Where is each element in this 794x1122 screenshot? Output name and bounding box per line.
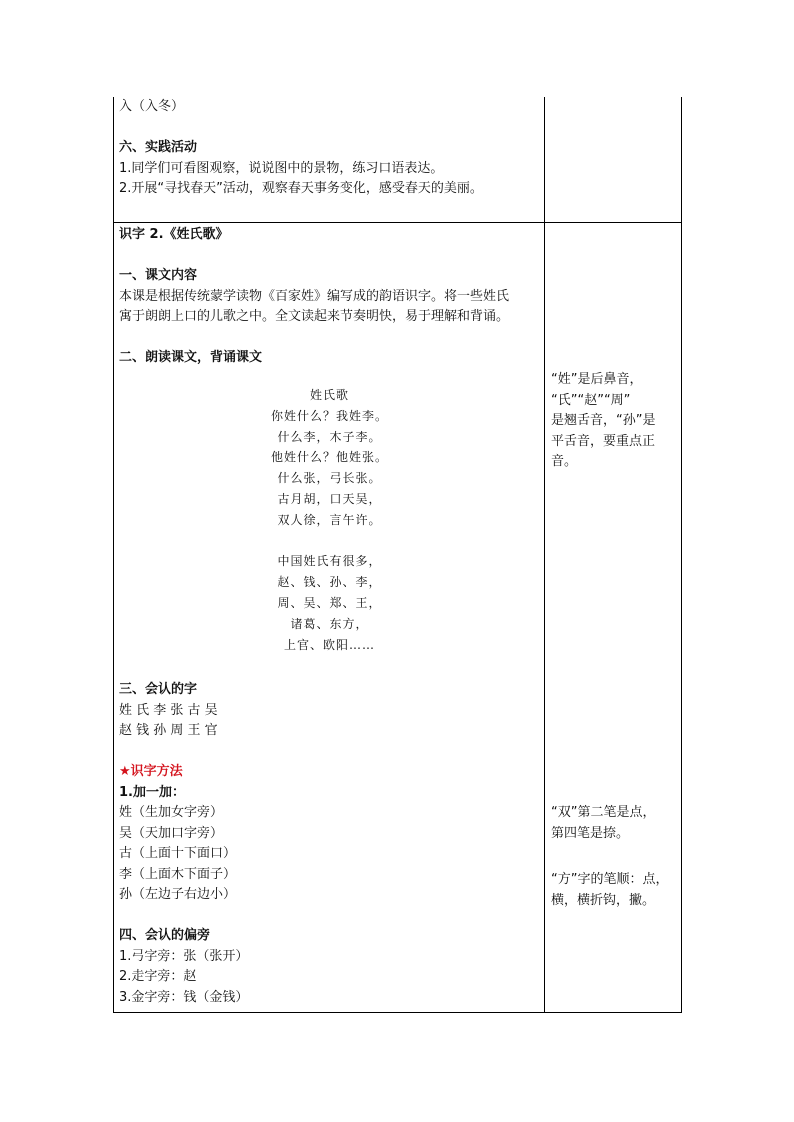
method-item: 姓（生加女字旁） xyxy=(119,805,224,820)
section6-item-1: 1.同学们可看图观察，说说图中的景物，练习口语表达。 xyxy=(119,160,444,176)
section6-item-2: 2.开展“寻找春天”活动，观察春天事务变化，感受春天的美丽。 xyxy=(119,181,483,196)
note-line: “方”字的笔顺：点， xyxy=(551,872,669,887)
row-divider xyxy=(113,222,682,223)
section4-item: 3.金字旁：钱（金钱） xyxy=(119,989,249,1005)
note-line: “氏”“赵”“周” xyxy=(551,392,631,408)
note-stroke-shuang xyxy=(551,803,679,844)
note-line: 平舌音，要重点正 xyxy=(551,433,656,449)
star-icon: ★ xyxy=(119,764,131,779)
poem-title: 姓氏歌 xyxy=(309,388,349,402)
method-item: 古（上面十下面口） xyxy=(119,846,237,861)
section4-title: 四、会认的偏旁 xyxy=(119,928,211,943)
method-title: 识字方法 xyxy=(130,764,183,779)
poem-line: 什么张，弓长张。 xyxy=(277,471,382,486)
poem xyxy=(114,385,545,655)
section1-line-2: 寓于朗朗上口的儿歌之中。全文读起来节奏明快，易于理解和背诵。 xyxy=(119,309,510,324)
row2-content-bottom xyxy=(119,680,248,1008)
method-heading xyxy=(119,762,248,783)
note-line: 第四笔是捺。 xyxy=(551,825,630,841)
row2-content-top xyxy=(119,225,509,369)
poem-line: 中国姓氏有很多， xyxy=(277,554,382,569)
section1-title: 一、课文内容 xyxy=(119,268,198,283)
section4-item: 2.走字旁：赵 xyxy=(119,969,197,984)
row1-content xyxy=(119,97,483,200)
poem-line: 古月胡，口天吴， xyxy=(277,491,382,506)
table-bottom-border xyxy=(113,1012,682,1013)
section6-title: 六、实践活动 xyxy=(119,140,198,155)
note-stroke-fang xyxy=(551,870,679,911)
poem-line: 什么李，木子李。 xyxy=(277,429,382,444)
section3-chars-2: 赵 钱 孙 周 王 官 xyxy=(119,723,218,738)
method-sub: 1.加一加： xyxy=(119,784,185,800)
lesson-title: 识字 2.《姓氏歌》 xyxy=(119,227,229,242)
section1-line-1: 本课是根据传统蒙学读物《百家姓》编写成的韵语识字。将一些姓氏 xyxy=(119,288,510,304)
poem-line: 赵、钱、孙、李， xyxy=(277,575,382,590)
poem-line: 诸葛、东方， xyxy=(290,616,369,631)
section4-item: 1.弓字旁：张（张开） xyxy=(119,948,249,964)
method-item: 吴（天加口字旁） xyxy=(119,825,224,841)
poem-line: 周、吴、郑、王， xyxy=(277,595,382,610)
poem-line: 上官、欧阳…… xyxy=(283,637,375,652)
table-right-border xyxy=(681,97,682,1013)
note-line: 音。 xyxy=(551,454,578,469)
continuation-text: 入（入冬） xyxy=(119,99,185,114)
poem-line: 他姓什么？他姓张。 xyxy=(270,450,388,465)
note-line: 横，横折钩，撇。 xyxy=(551,892,656,908)
section3-title: 三、会认的字 xyxy=(119,682,198,697)
poem-line: 双人徐，言午许。 xyxy=(277,512,382,527)
poem-line: 你姓什么？我姓李。 xyxy=(270,408,388,423)
note-line: “姓”是后鼻音， xyxy=(551,372,643,387)
note-line: 是翘舌音，“孙”是 xyxy=(551,413,656,428)
section3-chars-1: 姓 氏 李 张 古 吴 xyxy=(119,702,218,718)
note-pronunciation xyxy=(551,370,679,473)
method-item: 李（上面木下面子） xyxy=(119,866,237,882)
section2-title: 二、朗读课文，背诵课文 xyxy=(119,350,263,365)
method-item: 孙（左边子右边小） xyxy=(119,887,237,902)
note-line: “双”第二笔是点， xyxy=(551,805,656,820)
